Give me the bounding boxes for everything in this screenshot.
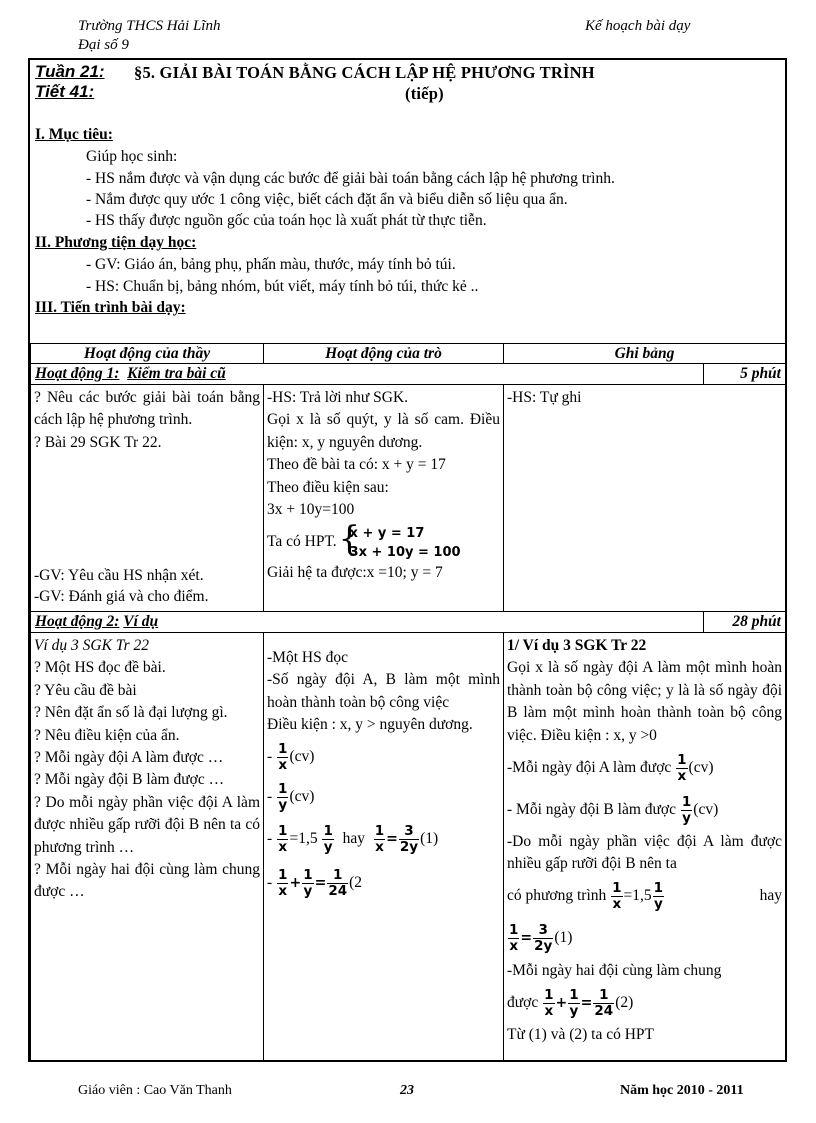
board-note: Từ (1) và (2) ta có HPT bbox=[507, 1026, 654, 1044]
equals-sign: = bbox=[580, 995, 593, 1012]
process-heading: III. Tiến trình bài dạy: bbox=[35, 299, 186, 316]
numerator: 3 bbox=[399, 824, 419, 840]
lesson-title: §5. GIẢI BÀI TOÁN BẰNG CÁCH LẬP HỆ PHƯƠNG TRÌNH bbox=[134, 63, 595, 82]
table-header-row bbox=[31, 344, 786, 364]
activity2-student bbox=[264, 633, 504, 1063]
school-name: Trường THCS Hải Lĩnh bbox=[78, 18, 221, 34]
fraction-3-over-2y bbox=[399, 824, 419, 855]
example-ref: Ví dụ 3 SGK Tr 22 bbox=[34, 637, 149, 654]
subject-name: Đại số 9 bbox=[78, 37, 129, 53]
activity1-label: Hoạt động 1: bbox=[35, 365, 120, 382]
unit: (cv) bbox=[693, 801, 719, 819]
equation-tag: (2) bbox=[615, 994, 634, 1012]
denominator: 2y bbox=[534, 937, 553, 954]
numerator: 1 bbox=[569, 987, 579, 1004]
denominator: 24 bbox=[328, 882, 348, 899]
activity2-teacher bbox=[31, 633, 264, 1063]
board-equation-1a bbox=[507, 876, 782, 916]
teacher-question: ? Một HS đọc đề bài. bbox=[34, 659, 166, 677]
fraction-1-over-x bbox=[543, 988, 554, 1019]
numerator: 1 bbox=[612, 879, 622, 896]
col-header-teacher: Hoạt động của thầy bbox=[31, 344, 264, 364]
numerator: 1 bbox=[677, 751, 687, 768]
activity1-student bbox=[264, 385, 504, 612]
student-answer: -Số ngày đội A, B làm một mình hoàn thành toàn bộ công việc bbox=[267, 671, 500, 711]
denominator: y bbox=[682, 809, 691, 826]
fraction-1-over-24 bbox=[593, 988, 614, 1019]
student-equation-2 bbox=[267, 861, 500, 905]
denominator: x bbox=[677, 767, 687, 784]
fraction-1-over-x bbox=[277, 742, 288, 773]
fraction-1-over-x bbox=[611, 881, 622, 912]
material-item: - HS: Chuẩn bị, bảng nhóm, bút viết, máy tính bỏ túi, thức kẻ .. bbox=[86, 278, 479, 295]
numerator: 1 bbox=[323, 822, 333, 839]
numerator: 1 bbox=[544, 987, 554, 1004]
period-label: Tiết 41: bbox=[35, 82, 95, 101]
board-note: -Mỗi ngày hai đội cùng làm chung bbox=[507, 961, 722, 979]
denominator: y bbox=[323, 838, 333, 855]
activity2-row bbox=[31, 612, 786, 633]
fraction-3-over-2y bbox=[533, 923, 553, 954]
student-answer: -HS: Trả lời như SGK. bbox=[267, 389, 409, 406]
numerator: 1 bbox=[278, 822, 288, 839]
student-answer: -Một HS đọc bbox=[267, 649, 348, 666]
denominator: x bbox=[278, 882, 288, 899]
board-text: - Mỗi ngày đội B làm được bbox=[507, 801, 676, 819]
denominator: y bbox=[303, 882, 313, 899]
numerator: 1 bbox=[374, 822, 385, 839]
equals-sign: = bbox=[386, 830, 398, 847]
unit: (cv) bbox=[289, 747, 315, 765]
objective-item: - Nắm được quy ước 1 công việc, biết cách đặt ẩn và biểu diễn số liệu qua ẩn. bbox=[86, 191, 568, 208]
board-note: -Do mỗi ngày phần việc đội A làm được nhiều gấp rưỡi đội B nên ta bbox=[507, 833, 782, 873]
equation-system: Ta có HPT. { x + y = 17 3x + 10y = 100 bbox=[267, 518, 461, 560]
student-formula-a bbox=[267, 737, 500, 777]
board-text: -Mỗi ngày đội A làm được bbox=[507, 759, 672, 777]
board-formula-a bbox=[507, 747, 782, 789]
numerator: 1 bbox=[278, 740, 288, 757]
denominator: x bbox=[375, 838, 384, 855]
objective-item: - HS thấy được nguồn gốc của toán học là xuất phát từ thực tiễn. bbox=[86, 212, 487, 229]
or-word: hay bbox=[342, 829, 365, 847]
footer-year: Năm học 2010 - 2011 bbox=[620, 1083, 744, 1098]
doc-type: Kế hoạch bài dạy bbox=[585, 18, 691, 34]
lesson-intro bbox=[30, 60, 785, 343]
activity1-board bbox=[504, 385, 786, 612]
activity1-row bbox=[31, 364, 786, 385]
student-answer: Điều kiện : x, y > nguyên dương. bbox=[267, 716, 473, 734]
fraction-1-over-x bbox=[277, 824, 288, 855]
fraction-1-over-x bbox=[676, 753, 687, 784]
student-formula-b bbox=[267, 777, 500, 817]
fraction-1-over-24 bbox=[327, 868, 348, 899]
numerator: 1 bbox=[327, 868, 348, 884]
dash: - bbox=[267, 787, 273, 805]
teacher-note: -GV: Đánh giá và cho điểm. bbox=[34, 588, 209, 605]
fraction-1-over-y bbox=[568, 988, 579, 1019]
teacher-question: ? Nêu điều kiện của ẩn. bbox=[34, 726, 180, 744]
board-note: -HS: Tự ghi bbox=[507, 389, 582, 406]
system-eq2: 3x + 10y = 100 bbox=[349, 544, 461, 560]
fraction-1-over-x bbox=[374, 824, 385, 855]
or-word: hay bbox=[759, 886, 782, 904]
activity2-title bbox=[31, 612, 704, 633]
dash: - bbox=[267, 829, 273, 847]
denominator: x bbox=[612, 895, 622, 912]
unit: (cv) bbox=[289, 787, 315, 805]
teacher-question: ? Bài 29 SGK Tr 22. bbox=[34, 433, 162, 451]
teacher-question: ? Mỗi ngày đội A làm được … bbox=[34, 749, 224, 767]
board-equation-1b bbox=[507, 916, 782, 960]
denominator: x bbox=[278, 756, 288, 773]
student-answer: Giải hệ ta được:x =10; y = 7 bbox=[267, 563, 443, 581]
student-answer: Theo đề bài ta có: x + y = 17 bbox=[267, 456, 446, 474]
denominator: y bbox=[278, 796, 288, 813]
activity1-title bbox=[31, 364, 704, 385]
numerator: 1 bbox=[278, 780, 288, 797]
equals-factor: =1,5 bbox=[623, 886, 652, 904]
objectives-heading: I. Mục tiêu: bbox=[35, 126, 113, 143]
week-label: Tuần 21: bbox=[35, 62, 105, 81]
student-answer: Gọi x là số quýt, y là số cam. Điều kiện: x, y nguyên dương. bbox=[267, 411, 500, 451]
numerator: 1 bbox=[278, 866, 288, 883]
system-eq1: x + y = 17 bbox=[349, 525, 425, 541]
teacher-note: -GV: Yêu cầu HS nhận xét. bbox=[34, 567, 204, 584]
equation-tag: (2 bbox=[349, 873, 363, 891]
board-formula-b bbox=[507, 789, 782, 831]
student-answer: 3x + 10y=100 bbox=[267, 501, 355, 519]
fraction-1-over-y bbox=[653, 881, 664, 912]
lesson-table bbox=[30, 343, 786, 1062]
fraction-1-over-y bbox=[302, 868, 313, 899]
denominator: y bbox=[653, 895, 663, 912]
activity1-teacher bbox=[31, 385, 264, 612]
teacher-question: ? Mỗi ngày đội B làm được … bbox=[34, 771, 225, 789]
fraction-1-over-x bbox=[277, 868, 288, 899]
denominator: 24 bbox=[594, 1003, 614, 1020]
teacher-question: ? Do mỗi ngày phần việc đội A làm được nhiều gấp rưỡi đội B nên ta có phương trình … bbox=[34, 793, 260, 856]
denominator: y bbox=[569, 1003, 579, 1020]
fraction-1-over-y bbox=[322, 824, 333, 855]
activity1-name: Kiểm tra bài cũ bbox=[127, 365, 226, 382]
objective-item: - HS nắm được và vận dụng các bước để giải bài toán bằng cách lập hệ phương trình. bbox=[86, 170, 615, 187]
teacher-question: ? Nêu các bước giải bài toán bằng cách lập hệ phương trình. bbox=[34, 389, 260, 429]
teacher-question: ? Nên đặt ẩn số là đại lượng gì. bbox=[34, 704, 228, 722]
board-example-title: 1/ Ví dụ 3 SGK Tr 22 bbox=[507, 637, 647, 654]
lesson-subtitle: (tiếp) bbox=[405, 84, 444, 103]
fraction-1-over-x bbox=[508, 923, 519, 954]
student-answer: Theo điều kiện sau: bbox=[267, 478, 389, 496]
equals-sign: = bbox=[520, 929, 533, 946]
materials-heading: II. Phương tiện dạy học: bbox=[35, 234, 197, 251]
board-note: Gọi x là số ngày đội A làm một mình hoàn thành toàn bộ công việc; y là là số ngày đội B làm một mình hoàn thành toàn bộ công việc. Điều kiện : x, y >0 bbox=[507, 659, 782, 744]
numerator: 1 bbox=[653, 879, 664, 896]
unit: (cv) bbox=[688, 759, 714, 777]
activity1-time: 5 phút bbox=[704, 364, 786, 385]
footer-teacher: Giáo viên : Cao Văn Thanh bbox=[78, 1083, 232, 1098]
teacher-question: ? Yêu cầu đề bài bbox=[34, 681, 137, 699]
activity2-name: Ví dụ bbox=[123, 613, 159, 630]
fraction-1-over-y bbox=[277, 782, 288, 813]
col-header-student: Hoạt động của trò bbox=[264, 344, 504, 364]
numerator: 1 bbox=[303, 866, 313, 883]
dash: - bbox=[267, 873, 273, 891]
numerator: 1 bbox=[593, 988, 614, 1004]
dash: - bbox=[267, 747, 273, 765]
activity2-label: Hoạt động 2: bbox=[35, 613, 120, 630]
activity2-board bbox=[504, 633, 786, 1063]
equals-factor: =1,5 bbox=[289, 829, 318, 847]
equation-tag: (1) bbox=[420, 829, 439, 847]
hpt-label: Ta có HPT. bbox=[267, 533, 337, 551]
teacher-question: ? Mỗi ngày hai đội cùng làm chung được … bbox=[34, 861, 260, 901]
denominator: 2y bbox=[399, 838, 419, 855]
activity2-content bbox=[31, 633, 786, 1063]
numerator: 1 bbox=[681, 793, 692, 810]
board-text: được bbox=[507, 994, 539, 1012]
objectives-intro: Giúp học sinh: bbox=[86, 148, 178, 165]
activity2-time: 28 phút bbox=[704, 612, 786, 633]
board-equation-2 bbox=[507, 982, 782, 1024]
student-equation-1 bbox=[267, 817, 500, 861]
denominator: x bbox=[544, 1003, 554, 1020]
material-item: - GV: Giáo án, bảng phụ, phấn màu, thước, máy tính bỏ túi. bbox=[86, 256, 456, 273]
denominator: x bbox=[278, 838, 288, 855]
numerator: 3 bbox=[533, 923, 553, 939]
activity1-content bbox=[31, 385, 786, 612]
denominator: x bbox=[509, 937, 519, 954]
lesson-frame bbox=[28, 58, 787, 1062]
plus-sign: + bbox=[555, 995, 568, 1012]
fraction-1-over-y bbox=[681, 795, 692, 826]
numerator: 1 bbox=[509, 921, 519, 938]
equation-tag: (1) bbox=[554, 928, 573, 946]
plus-sign: + bbox=[289, 874, 302, 891]
col-header-board: Ghi bảng bbox=[504, 344, 786, 364]
board-text: có phương trình bbox=[507, 886, 607, 904]
page-number: 23 bbox=[400, 1083, 414, 1098]
equals-sign: = bbox=[314, 874, 327, 891]
